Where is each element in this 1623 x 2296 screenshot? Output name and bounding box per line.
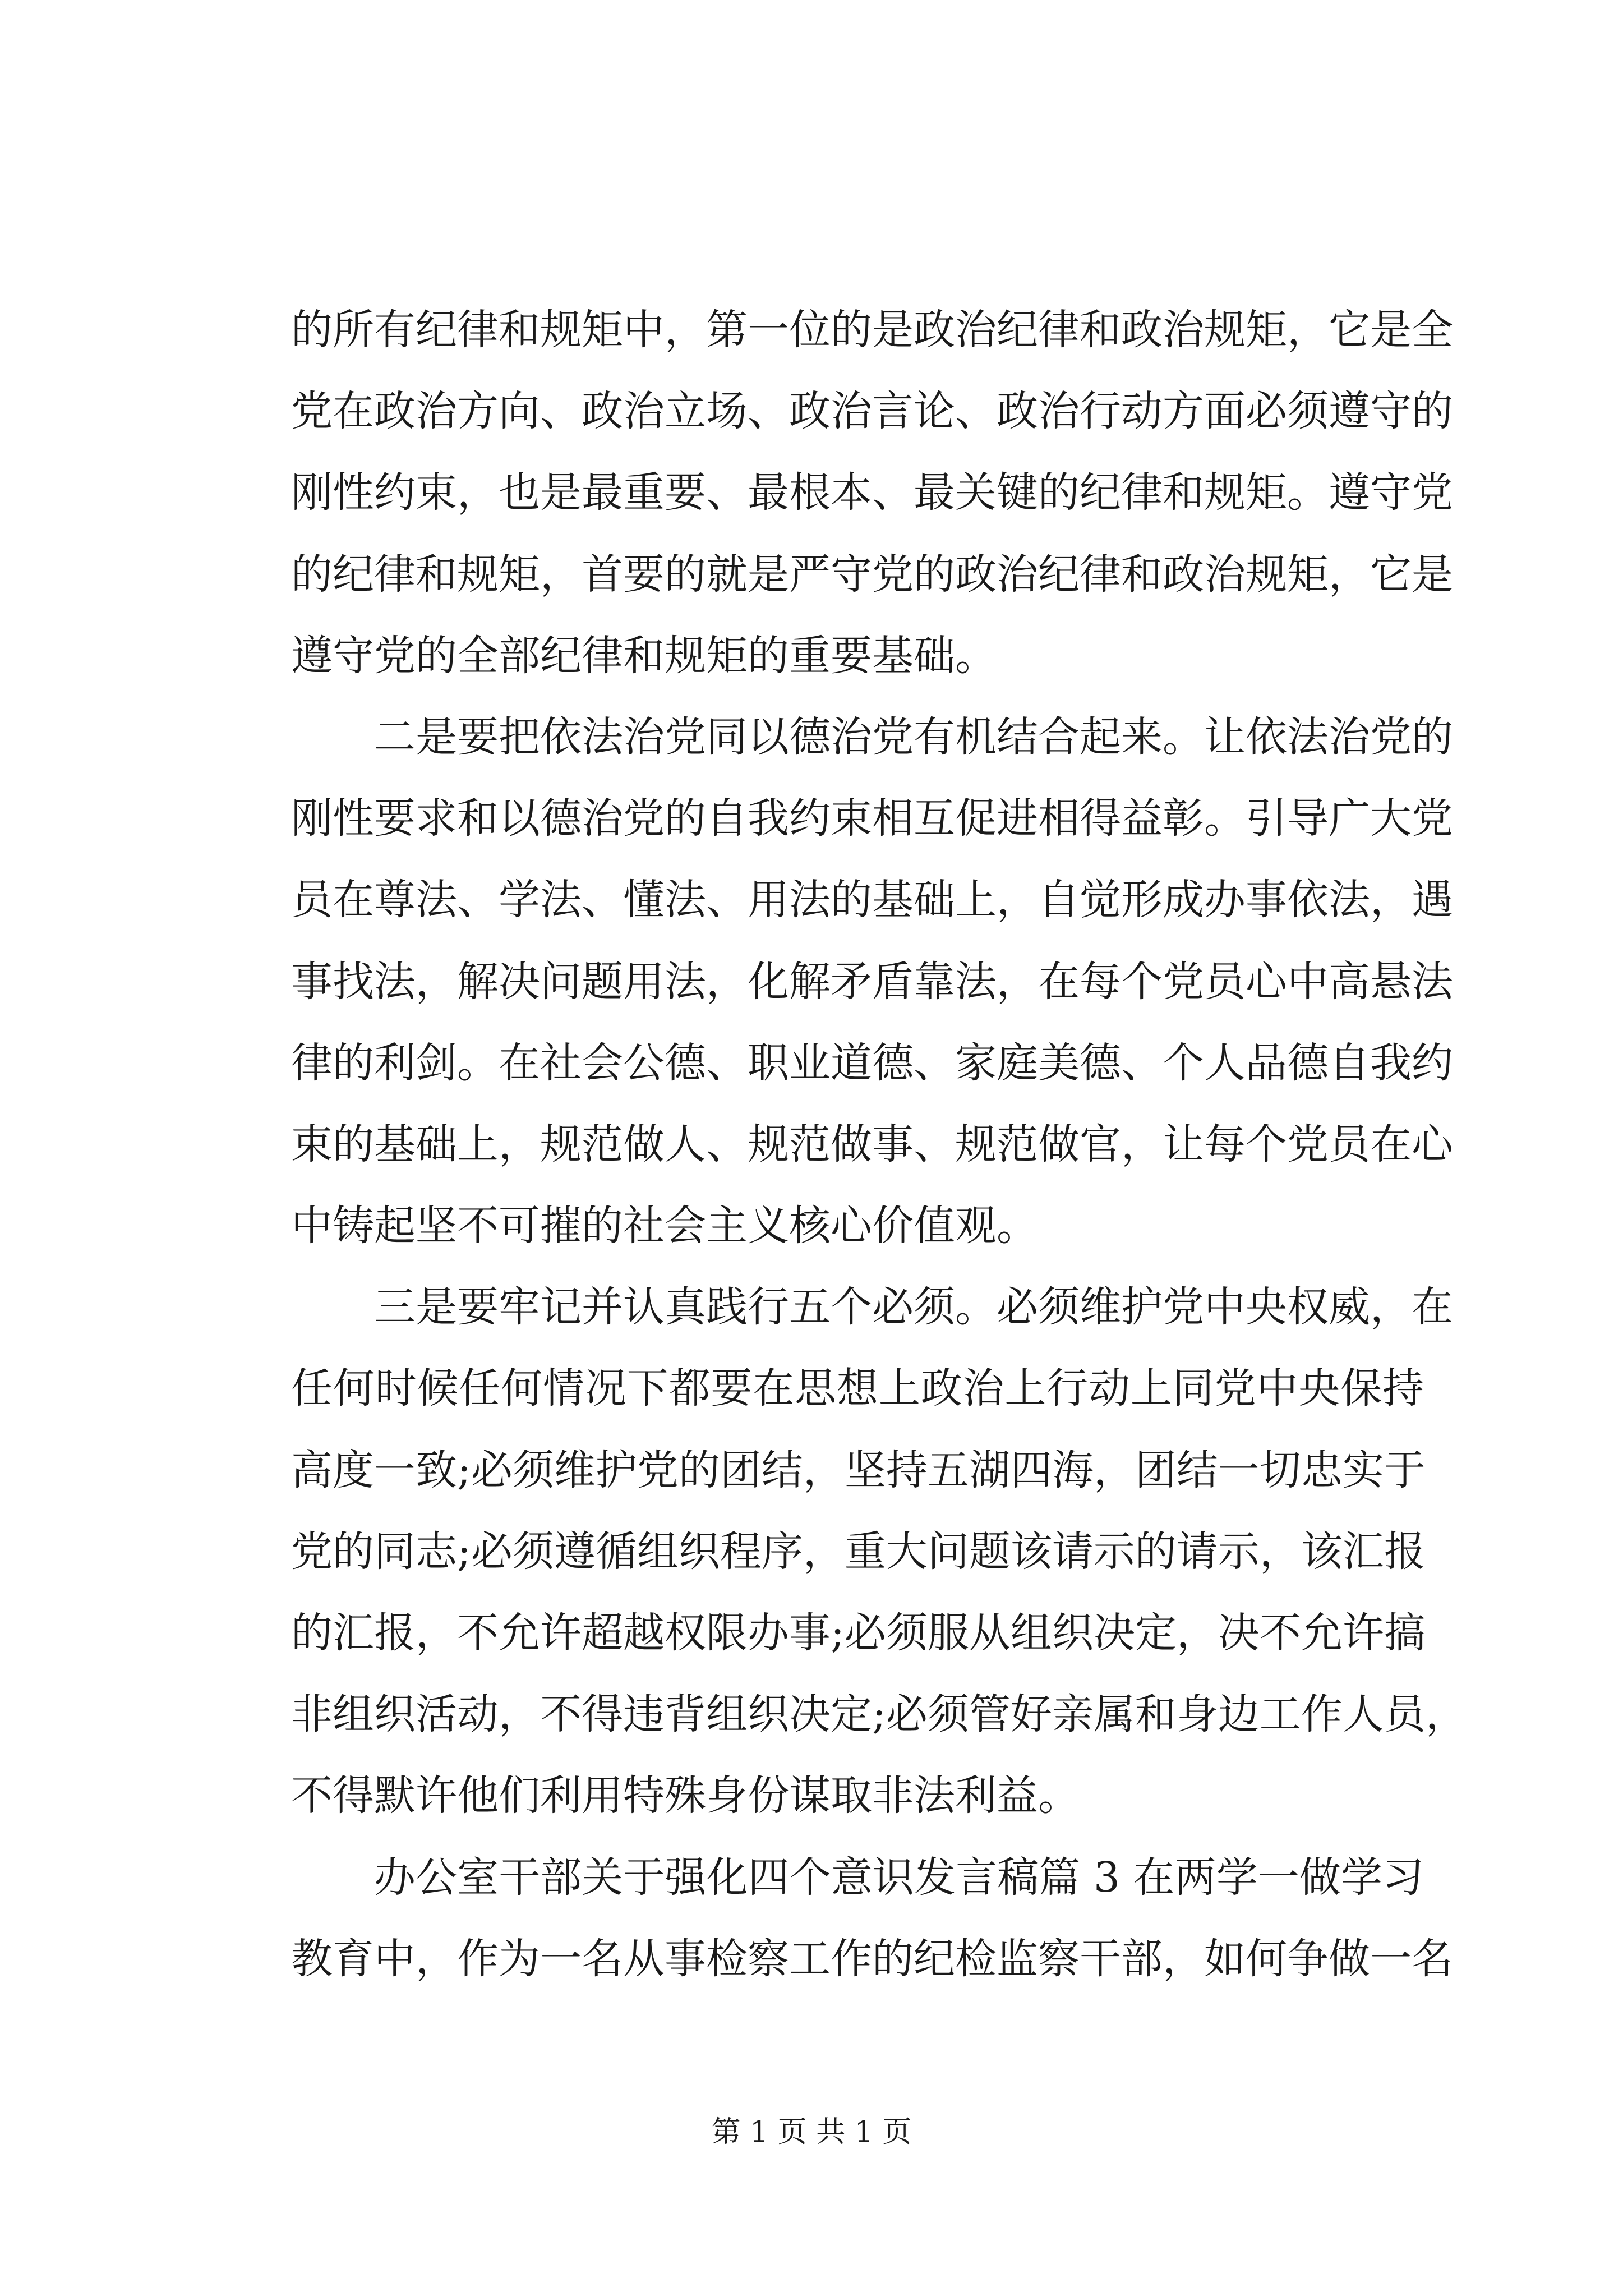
text-line: 非组织活动，不得违背组织决定;必须管好亲属和身边工作人员， <box>291 1690 1467 1739</box>
text-line: 刚性要求和以德治党的自我约束相互促进相得益彰。引导广大党 <box>291 794 1453 843</box>
text-line: 任何时候任何情况下都要在思想上政治上行动上同党中央保持 <box>291 1364 1424 1413</box>
text-line: 员在尊法、学法、懂法、用法的基础上，自觉形成办事依法，遇 <box>291 876 1453 924</box>
text-line: 高度一致;必须维护党的团结，坚持五湖四海，团结一切忠实于 <box>291 1446 1426 1494</box>
text-line: 刚性约束，也是最重要、最根本、最关键的纪律和规矩。遵守党 <box>291 468 1453 517</box>
text-line: 律的利剑。在社会公德、职业道德、家庭美德、个人品德自我约 <box>291 1038 1453 1087</box>
document-body <box>291 289 1467 2000</box>
text-line: 教育中，作为一名从事检察工作的纪检监察干部，如何争做一名 <box>291 1934 1453 1983</box>
text-line: 党的同志;必须遵循组织程序，重大问题该请示的请示，该汇报 <box>291 1527 1426 1576</box>
text-line: 束的基础上，规范做人、规范做事、规范做官，让每个党员在心 <box>291 1120 1453 1168</box>
text-line: 遵守党的全部纪律和规矩的重要基础。 <box>291 631 997 680</box>
text-line: 的所有纪律和规矩中，第一位的是政治纪律和政治规矩，它是全 <box>291 306 1453 354</box>
text-line: 中铸起坚不可摧的社会主义核心价值观。 <box>291 1202 1038 1250</box>
text-line: 不得默许他们利用特殊身份谋取非法利益。 <box>291 1772 1080 1820</box>
text-line: 的汇报，不允许超越权限办事;必须服从组织决定，决不允许搞 <box>291 1609 1426 1657</box>
paragraph-start-line: 办公室干部关于强化四个意识发言稿篇 3 在两学一做学习 <box>374 1853 1424 1902</box>
page-footer: 第 1 页 共 1 页 <box>711 2115 912 2149</box>
text-line: 的纪律和规矩，首要的就是严守党的政治纪律和政治规矩，它是 <box>291 550 1453 599</box>
paragraph-start-line: 三是要牢记并认真践行五个必须。必须维护党中央权威，在 <box>374 1283 1453 1332</box>
text-line: 事找法，解决问题用法，化解矛盾靠法，在每个党员心中高悬法 <box>291 957 1453 1006</box>
text-line: 党在政治方向、政治立场、政治言论、政治行动方面必须遵守的 <box>291 387 1453 436</box>
paragraph-start-line: 二是要把依法治党同以德治党有机结合起来。让依法治党的 <box>374 712 1453 761</box>
